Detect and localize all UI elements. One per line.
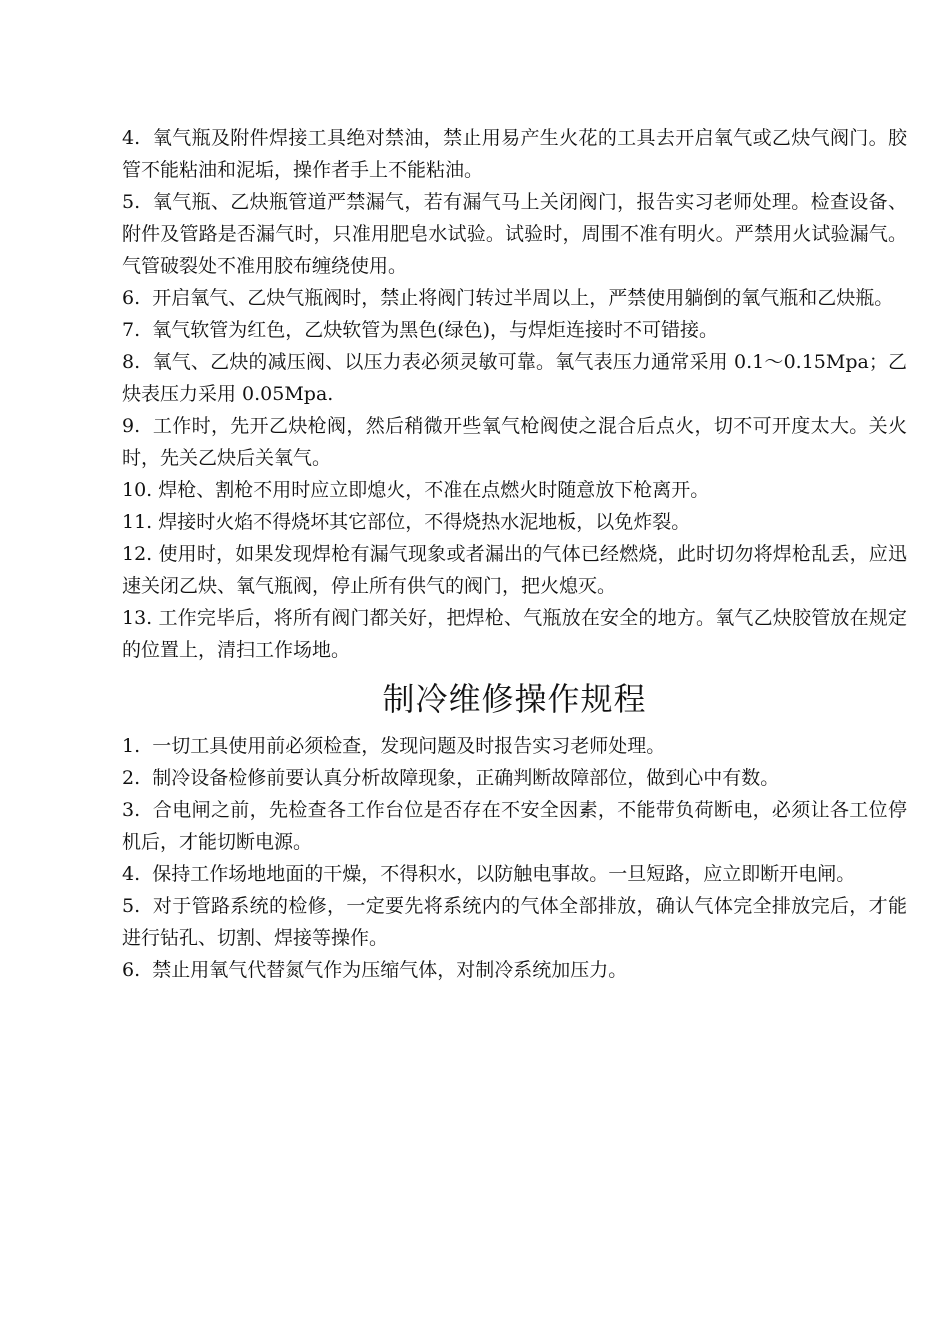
item-text: 保持工作场地地面的干燥，不得积水，以防触电事故。一旦短路，应立即断开电闸。 bbox=[152, 863, 856, 885]
item-number: 12. bbox=[122, 543, 153, 565]
item-text: 开启氧气、乙炔气瓶阀时，禁止将阀门转过半周以上，严禁使用躺倒的氧气瓶和乙炔瓶。 bbox=[152, 287, 894, 309]
item-number: 8. bbox=[122, 351, 141, 373]
list-item bbox=[122, 314, 907, 346]
item-text: 氧气瓶、乙炔瓶管道严禁漏气，若有漏气马上关闭阀门，报告实习老师处理。检查设备、附件及管路是否漏气时，只准用肥皂水试验。试验时，周围不准有明火。严禁用火试验漏气。气管破裂处不准用胶布缠绕使用。 bbox=[122, 191, 907, 277]
item-number: 9. bbox=[122, 415, 141, 437]
item-text: 焊枪、割枪不用时应立即熄火，不准在点燃火时随意放下枪离开。 bbox=[158, 479, 710, 501]
list-item bbox=[122, 538, 907, 602]
item-text: 氧气、乙炔的减压阀、以压力表必须灵敏可靠。氧气表压力通常采用 0.1～0.15Mpa；乙炔表压力采用 0.05Mpa. bbox=[122, 351, 907, 405]
item-number: 6. bbox=[122, 287, 141, 309]
list-item bbox=[122, 474, 907, 506]
item-number: 13. bbox=[122, 607, 153, 629]
list-item bbox=[122, 730, 907, 762]
item-number: 4. bbox=[122, 863, 141, 885]
list-item bbox=[122, 890, 907, 954]
item-text: 禁止用氧气代替氮气作为压缩气体，对制冷系统加压力。 bbox=[152, 959, 628, 981]
item-number: 11. bbox=[122, 511, 153, 533]
item-text: 工作时，先开乙炔枪阀，然后稍微开些氧气枪阀使之混合后点火，切不可开度太大。关火时，先关乙炔后关氧气。 bbox=[122, 415, 907, 469]
item-number: 5. bbox=[122, 191, 141, 213]
list-item bbox=[122, 506, 907, 538]
item-text: 焊接时火焰不得烧坏其它部位，不得烧热水泥地板，以免炸裂。 bbox=[158, 511, 691, 533]
item-number: 10. bbox=[122, 479, 153, 501]
item-number: 2. bbox=[122, 767, 141, 789]
item-text: 工作完毕后，将所有阀门都关好，把焊枪、气瓶放在安全的地方。氧气乙炔胶管放在规定的位置上，清扫工作场地。 bbox=[122, 607, 907, 661]
item-number: 4. bbox=[122, 127, 141, 149]
list-item bbox=[122, 410, 907, 474]
item-text: 使用时，如果发现焊枪有漏气现象或者漏出的气体已经燃烧，此时切勿将焊枪乱丢，应迅速关闭乙炔、氧气瓶阀，停止所有供气的阀门，把火熄灭。 bbox=[122, 543, 907, 597]
item-text: 氧气软管为红色，乙炔软管为黑色(绿色)，与焊炬连接时不可错接。 bbox=[152, 319, 719, 341]
list-item bbox=[122, 858, 907, 890]
item-number: 3. bbox=[122, 799, 141, 821]
list-item bbox=[122, 122, 907, 186]
document-page bbox=[122, 122, 907, 986]
list-item bbox=[122, 794, 907, 858]
list-item bbox=[122, 602, 907, 666]
welding-rules-list bbox=[122, 122, 907, 666]
list-item bbox=[122, 186, 907, 282]
item-text: 氧气瓶及附件焊接工具绝对禁油，禁止用易产生火花的工具去开启氧气或乙炔气阀门。胶管不能粘油和泥垢，操作者手上不能粘油。 bbox=[122, 127, 907, 181]
list-item bbox=[122, 954, 907, 986]
item-text: 制冷设备检修前要认真分析故障现象，正确判断故障部位，做到心中有数。 bbox=[152, 767, 780, 789]
refrigeration-rules-list bbox=[122, 730, 907, 986]
list-item bbox=[122, 282, 907, 314]
item-text: 合电闸之前，先检查各工作台位是否存在不安全因素，不能带负荷断电，必须让各工位停机后，才能切断电源。 bbox=[122, 799, 907, 853]
list-item bbox=[122, 762, 907, 794]
item-number: 6. bbox=[122, 959, 141, 981]
section-title: 制冷维修操作规程 bbox=[382, 680, 647, 718]
item-text: 对于管路系统的检修，一定要先将系统内的气体全部排放，确认气体完全排放完后，才能进行钻孔、切割、焊接等操作。 bbox=[122, 895, 907, 949]
item-number: 1. bbox=[122, 735, 141, 757]
list-item bbox=[122, 346, 907, 410]
item-number: 5. bbox=[122, 895, 141, 917]
item-number: 7. bbox=[122, 319, 141, 341]
item-text: 一切工具使用前必须检查，发现问题及时报告实习老师处理。 bbox=[152, 735, 666, 757]
